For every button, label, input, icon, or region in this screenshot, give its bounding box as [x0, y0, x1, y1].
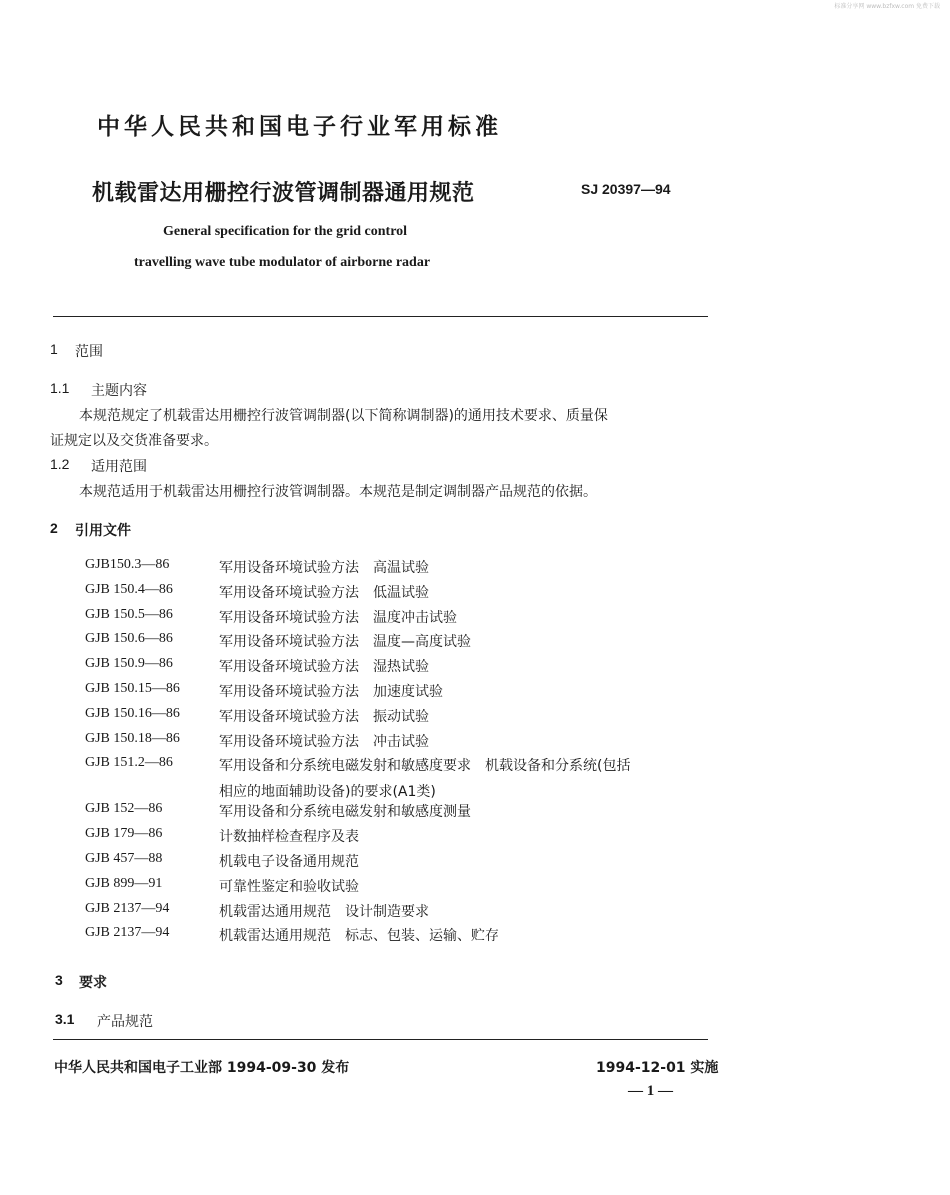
reference-code: GJB 150.6—86 — [85, 631, 173, 647]
reference-title: 军用设备环境试验方法 高温试验 — [219, 560, 429, 576]
section-1-2-body: 本规范适用于机载雷达用栅控行波管调制器。本规范是制定调制器产品规范的依据。 — [79, 484, 597, 500]
reference-documents-table — [85, 557, 719, 950]
section-1-2-number: 1.2 — [50, 456, 70, 472]
issuer-line: 中华人民共和国电子工业部 1994-09-30 发布 — [54, 1060, 350, 1076]
section-1-2-title: 适用范围 — [91, 459, 147, 475]
section-3-1-title: 产品规范 — [97, 1014, 153, 1030]
table-row — [85, 681, 719, 706]
table-row — [85, 901, 719, 926]
reference-code: GJB 150.5—86 — [85, 606, 173, 622]
reference-title: 可靠性鉴定和验收试验 — [219, 878, 359, 895]
section-1-1-body-line1: 本规范规定了机载雷达用栅控行波管调制器(以下简称调制器)的通用技术要求、质量保 — [79, 408, 608, 424]
section-3-1-number: 3.1 — [55, 1011, 75, 1027]
reference-title: 计数抽样检查程序及表 — [219, 829, 359, 846]
section-2-title: 引用文件 — [75, 523, 131, 539]
reference-title: 军用设备环境试验方法 湿热试验 — [219, 659, 429, 676]
table-row — [85, 826, 719, 851]
reference-title: 军用设备环境试验方法 低温试验 — [219, 584, 429, 601]
table-row — [85, 607, 719, 632]
table-row — [85, 656, 719, 681]
reference-title: 军用设备和分系统电磁发射和敏感度要求 机载设备和分系统(包括 — [219, 758, 631, 775]
reference-title: 军用设备环境试验方法 温度—高度试验 — [219, 634, 471, 651]
section-1-1-body-line2: 证规定以及交货准备要求。 — [50, 433, 218, 449]
reference-code: GJB 457—88 — [85, 850, 163, 866]
standard-code: SJ 20397—94 — [581, 181, 671, 197]
reference-code: GJB 152—86 — [85, 801, 163, 817]
reference-title-continuation: 相应的地面辅助设备)的要求(A1类) — [219, 784, 436, 801]
reference-code: GJB 150.9—86 — [85, 656, 173, 672]
reference-code: GJB 150.16—86 — [85, 705, 180, 721]
watermark: 标准分享网 www.bzfxw.com 免费下载 — [834, 3, 940, 10]
reference-code: GJB 150.4—86 — [85, 581, 173, 597]
table-row — [85, 755, 719, 801]
table-row — [85, 582, 719, 607]
table-row — [85, 631, 719, 656]
section-1-1-number: 1.1 — [50, 380, 70, 396]
page-number: — 1 — — [628, 1083, 673, 1099]
footer-rule — [53, 1039, 708, 1040]
section-2-number: 2 — [50, 520, 58, 536]
reference-title: 军用设备环境试验方法 振动试验 — [219, 708, 429, 725]
document-title-en-line2: travelling wave tube modulator of airborne radar — [134, 255, 431, 270]
table-row — [85, 925, 719, 950]
reference-code: GJB 179—86 — [85, 826, 163, 842]
section-1-1-title: 主题内容 — [91, 383, 147, 399]
reference-title: 机载雷达通用规范 标志、包装、运输、贮存 — [219, 928, 499, 945]
section-3-number: 3 — [55, 972, 63, 988]
reference-title: 机载电子设备通用规范 — [219, 853, 359, 870]
table-row — [85, 706, 719, 731]
reference-title: 机载雷达通用规范 设计制造要求 — [219, 903, 429, 920]
table-row — [85, 876, 719, 901]
reference-title: 军用设备环境试验方法 温度冲击试验 — [219, 609, 457, 626]
table-row — [85, 851, 719, 876]
table-row — [85, 731, 719, 756]
reference-code: GJB 151.2—86 — [85, 755, 173, 771]
reference-code: GJB 2137—94 — [85, 900, 170, 916]
table-row — [85, 557, 719, 582]
header-rule — [53, 316, 708, 317]
effective-date: 1994-12-01 实施 — [596, 1060, 719, 1076]
reference-code: GJB 150.15—86 — [85, 680, 180, 696]
document-title-en-line1: General specification for the grid control — [163, 224, 408, 239]
table-row — [85, 801, 719, 826]
document-title-cn: 机载雷达用栅控行波管调制器通用规范 — [92, 181, 475, 206]
section-1-title: 范围 — [75, 344, 103, 360]
reference-title: 军用设备和分系统电磁发射和敏感度测量 — [219, 804, 471, 821]
reference-code: GJB 150.18—86 — [85, 730, 180, 746]
section-3-title: 要求 — [79, 975, 107, 991]
reference-title-multiline — [219, 755, 719, 801]
reference-code: GJB 899—91 — [85, 875, 163, 891]
standard-org: 中华人民共和国电子行业军用标准 — [97, 114, 502, 140]
reference-code: GJB 2137—94 — [85, 925, 170, 941]
reference-title: 军用设备环境试验方法 冲击试验 — [219, 733, 429, 750]
reference-code: GJB150.3—86 — [85, 557, 170, 572]
reference-title: 军用设备环境试验方法 加速度试验 — [219, 683, 443, 700]
section-1-number: 1 — [50, 341, 58, 357]
